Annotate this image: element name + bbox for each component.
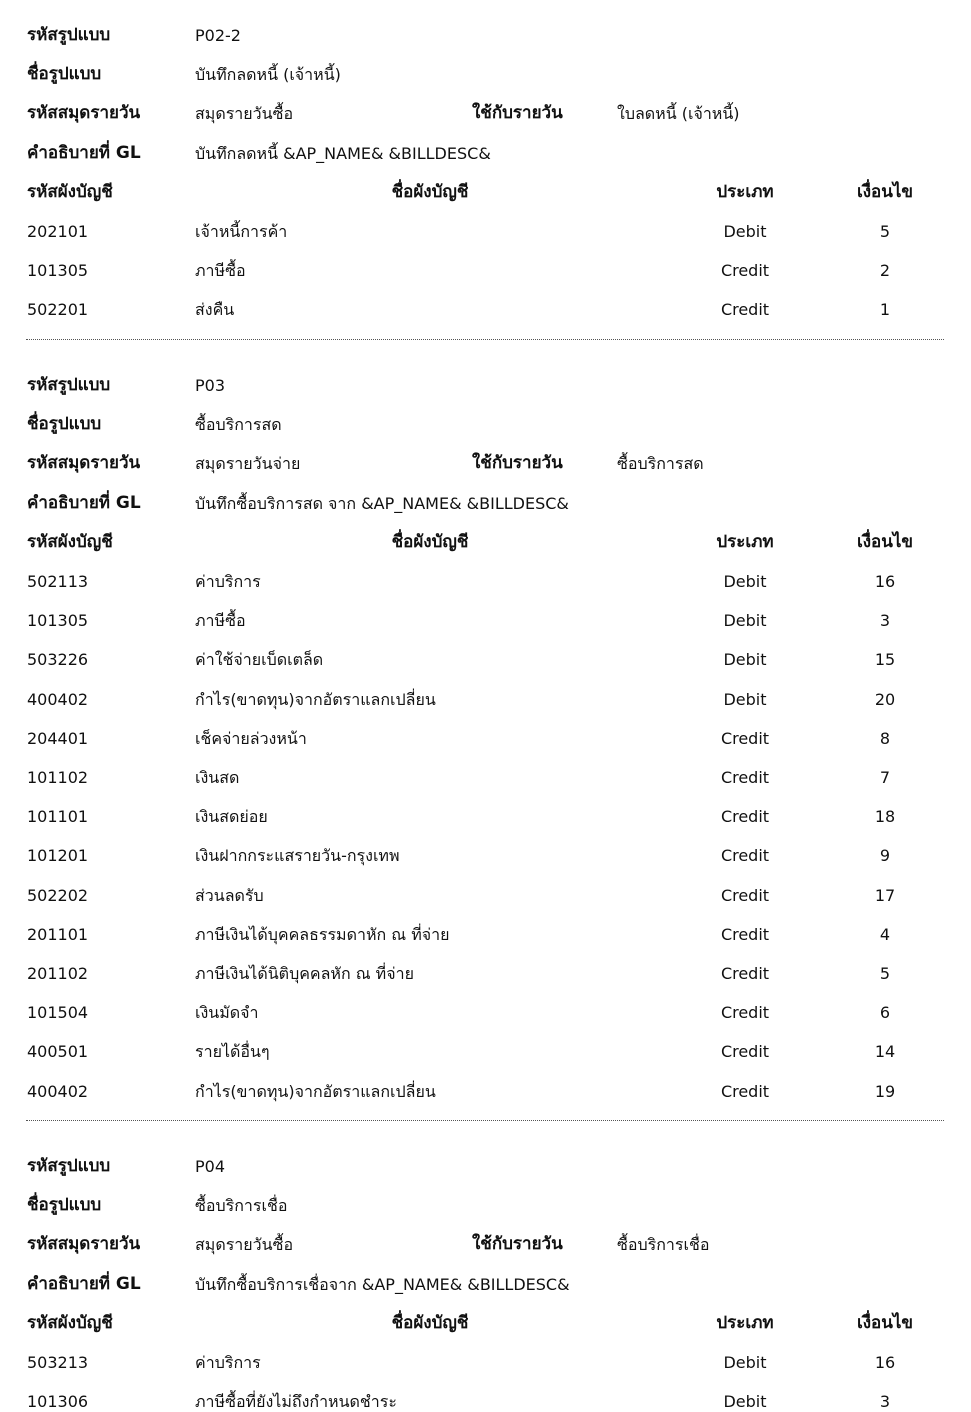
type-header: ประเภท (716, 181, 774, 202)
account-name: ภาษีซื้อ (195, 611, 246, 631)
account-name: ค่าบริการ (195, 572, 261, 591)
gl-description-label: คำอธิบายที่ GL (27, 1273, 141, 1294)
journal-code-value: สมุดรายวันซื้อ (195, 104, 294, 124)
account-code: 101306 (27, 1392, 89, 1412)
form-name-label: ชื่อรูปแบบ (27, 1195, 102, 1216)
entry-type: Debit (723, 222, 767, 241)
condition-number: 15 (874, 650, 896, 670)
account-name: กำไร(ขาดทุน)จากอัตราแลกเปลี่ยน (195, 1081, 436, 1101)
entry-type: Credit (720, 1042, 770, 1062)
condition-number: 5 (879, 964, 891, 983)
condition-number: 4 (879, 924, 891, 944)
entry-type: Credit (720, 1081, 770, 1101)
condition-number: 20 (874, 689, 896, 709)
applies-to-value: ใบลดหนี้ (เจ้าหนี้) (617, 104, 740, 124)
entry-type: Credit (720, 924, 770, 944)
journal-code-value: สมุดรายวันจ่าย (195, 454, 301, 474)
account-code: 101102 (27, 768, 89, 787)
entry-type: Debit (723, 1353, 767, 1372)
account-code-header: รหัสผังบัญชี (27, 1312, 113, 1333)
account-name: ค่าบริการ (195, 1353, 261, 1372)
journal-code-label: รหัสสมุดรายวัน (27, 453, 141, 474)
type-header: ประเภท (716, 531, 774, 552)
entry-type: Credit (720, 261, 770, 281)
journal-code-value: สมุดรายวันซื้อ (195, 1235, 294, 1255)
entry-type: Credit (720, 964, 770, 983)
account-code: 400402 (27, 1081, 89, 1101)
gl-description-label: คำอธิบายที่ GL (27, 492, 141, 513)
condition-number: 5 (879, 222, 891, 241)
entry-type: Debit (723, 611, 767, 631)
account-code: 101305 (27, 611, 89, 631)
type-header: ประเภท (716, 1312, 774, 1333)
account-code: 101305 (27, 261, 89, 281)
account-name: เงินสด (195, 768, 240, 787)
account-name: รายได้อื่นๆ (195, 1042, 270, 1062)
account-code: 503226 (27, 650, 89, 670)
account-name-header: ชื่อผังบัญชี (391, 531, 469, 552)
condition-number: 14 (874, 1042, 896, 1062)
form-name-value: ซื้อบริการสด (195, 415, 282, 435)
condition-number: 9 (879, 846, 891, 866)
account-code: 400402 (27, 689, 89, 709)
dotted-separator (26, 1120, 944, 1121)
account-name-header: ชื่อผังบัญชี (391, 181, 469, 202)
account-code: 400501 (27, 1042, 89, 1062)
dotted-separator (26, 339, 944, 340)
condition-number: 6 (879, 1003, 891, 1023)
condition-number: 8 (879, 728, 891, 748)
condition-header: เงื่อนไข (856, 1312, 914, 1333)
account-name: ค่าใช้จ่ายเบ็ดเตล็ด (195, 650, 324, 670)
entry-type: Debit (723, 572, 767, 591)
gl-description-label: คำอธิบายที่ GL (27, 142, 141, 163)
account-code: 101504 (27, 1003, 89, 1023)
condition-number: 3 (879, 1392, 891, 1412)
form-code-value: P04 (195, 1157, 226, 1176)
gl-description-value: บันทึกซื้อบริการเชื่อจาก &AP_NAME& &BILLDESC& (195, 1274, 570, 1294)
applies-to-label: ใช้กับรายวัน (472, 453, 563, 474)
account-code: 503213 (27, 1353, 89, 1372)
applies-to-label: ใช้กับรายวัน (472, 1234, 563, 1255)
form-name-label: ชื่อรูปแบบ (27, 64, 102, 85)
account-code-header: รหัสผังบัญชี (27, 181, 113, 202)
entry-type: Debit (723, 650, 767, 670)
form-code-label: รหัสรูปแบบ (27, 25, 111, 45)
condition-number: 2 (879, 261, 891, 281)
entry-type: Credit (720, 1003, 770, 1023)
condition-header: เงื่อนไข (856, 531, 914, 552)
entry-type: Debit (723, 689, 767, 709)
account-name: ส่วนลดรับ (195, 885, 264, 905)
gl-description-value: บันทึกซื้อบริการสด จาก &AP_NAME& &BILLDESC& (195, 493, 569, 513)
condition-number: 7 (879, 768, 891, 787)
gl-description-value: บันทึกลดหนี้ &AP_NAME& &BILLDESC& (195, 143, 491, 163)
condition-number: 17 (874, 885, 896, 905)
account-code: 101201 (27, 846, 89, 866)
condition-number: 1 (879, 300, 891, 320)
entry-type: Credit (720, 885, 770, 905)
account-name: ภาษีเงินได้นิติบุคคลหัก ณ ที่จ่าย (195, 964, 414, 983)
condition-header: เงื่อนไข (856, 181, 914, 202)
account-name: ภาษีเงินได้บุคคลธรรมดาหัก ณ ที่จ่าย (195, 924, 450, 944)
entry-type: Credit (720, 807, 770, 827)
account-name: เงินฝากกระแสรายวัน-กรุงเทพ (195, 846, 400, 866)
condition-number: 18 (874, 807, 896, 827)
account-code: 502201 (27, 300, 89, 320)
account-name: เจ้าหนี้การค้า (195, 222, 288, 241)
condition-number: 19 (874, 1081, 896, 1101)
entry-type: Credit (720, 300, 770, 320)
journal-code-label: รหัสสมุดรายวัน (27, 103, 141, 124)
account-name: ภาษีซื้อ (195, 261, 246, 281)
journal-code-label: รหัสสมุดรายวัน (27, 1234, 141, 1255)
account-code: 202101 (27, 222, 89, 241)
applies-to-label: ใช้กับรายวัน (472, 103, 563, 124)
form-name-label: ชื่อรูปแบบ (27, 414, 102, 435)
form-code-value: P03 (195, 376, 226, 395)
form-code-label: รหัสรูปแบบ (27, 1156, 111, 1176)
account-code: 101101 (27, 807, 89, 827)
form-name-value: บันทึกลดหนี้ (เจ้าหนี้) (195, 65, 341, 85)
account-name: เงินสดย่อย (195, 807, 268, 827)
condition-number: 16 (874, 1353, 896, 1372)
account-name: ส่งคืน (195, 300, 235, 320)
account-code-header: รหัสผังบัญชี (27, 531, 113, 552)
form-code-label: รหัสรูปแบบ (27, 375, 111, 395)
condition-number: 3 (879, 611, 891, 631)
account-code: 201101 (27, 924, 89, 944)
account-code: 201102 (27, 964, 89, 983)
entry-type: Credit (720, 768, 770, 787)
account-name: ภาษีซื้อที่ยังไม่ถึงกำหนดชำระ (195, 1392, 397, 1412)
entry-type: Debit (723, 1392, 767, 1412)
form-code-value: P02-2 (195, 26, 241, 45)
applies-to-value: ซื้อบริการสด (617, 454, 704, 474)
entry-type: Credit (720, 846, 770, 866)
account-code: 502202 (27, 885, 89, 905)
applies-to-value: ซื้อบริการเชื่อ (617, 1235, 710, 1255)
account-code: 204401 (27, 728, 89, 748)
account-name: เช็คจ่ายล่วงหน้า (195, 728, 307, 748)
account-name: เงินมัดจำ (195, 1003, 259, 1023)
condition-number: 16 (874, 572, 896, 591)
account-code: 502113 (27, 572, 89, 591)
account-name-header: ชื่อผังบัญชี (391, 1312, 469, 1333)
account-name: กำไร(ขาดทุน)จากอัตราแลกเปลี่ยน (195, 689, 436, 709)
form-name-value: ซื้อบริการเชื่อ (195, 1196, 288, 1216)
entry-type: Credit (720, 728, 770, 748)
